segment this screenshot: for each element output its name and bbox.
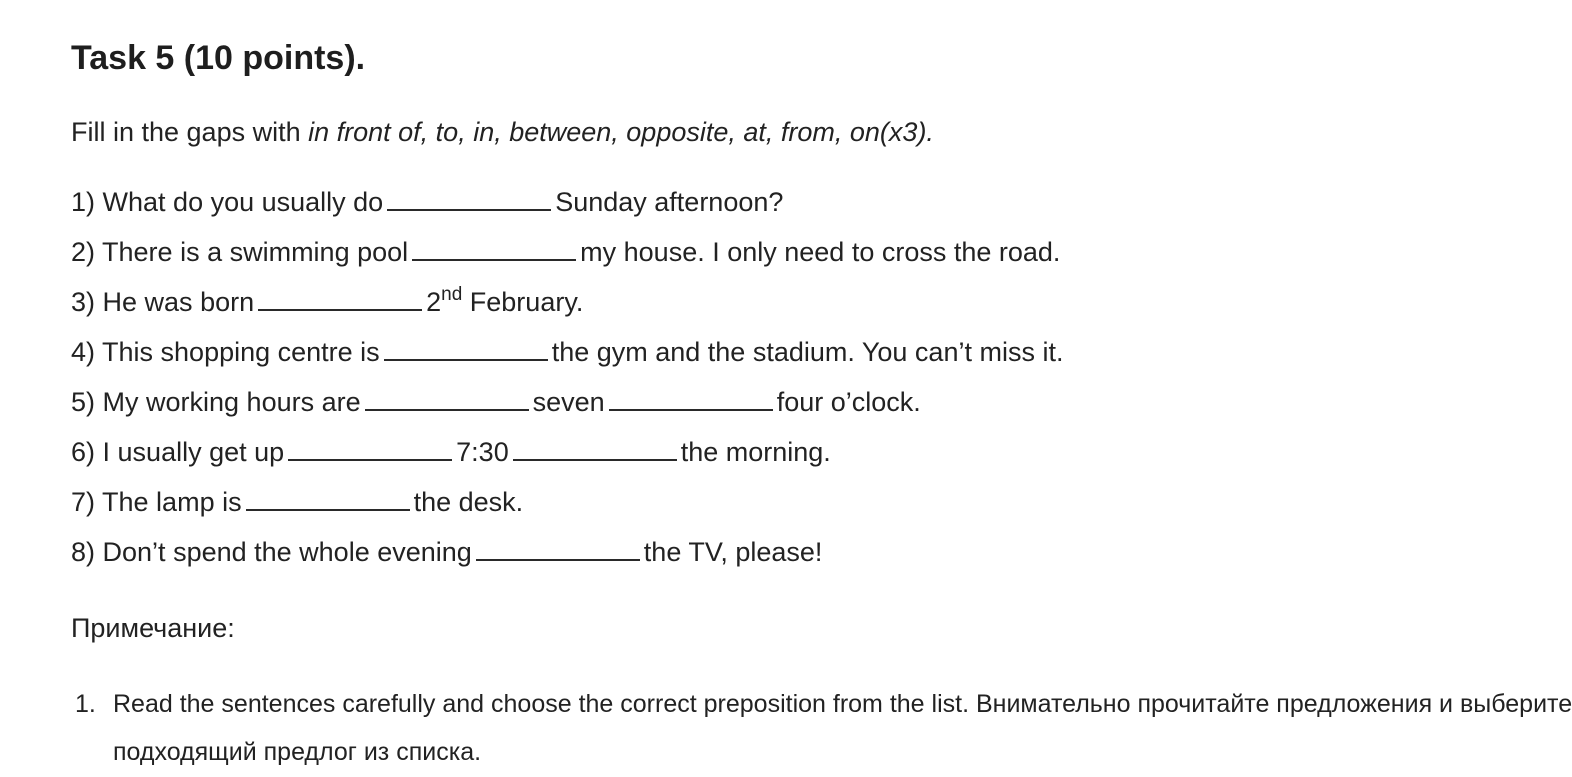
sentence-number: 2) — [71, 237, 96, 267]
sentence-text: seven — [532, 387, 605, 417]
sentence-text: I usually get up — [102, 437, 285, 467]
task-instruction — [71, 112, 934, 152]
sentence-number: 8) — [71, 537, 96, 567]
sentence-5 — [71, 382, 1063, 432]
task-title: Task 5 (10 points). — [71, 39, 366, 77]
sentence-number: 7) — [71, 487, 96, 517]
sentence-6 — [71, 432, 1063, 482]
sentence-number: 5) — [71, 387, 96, 417]
note-item-text-line-2: подходящий предлог из списка. — [113, 738, 482, 766]
sentence-text: the desk. — [413, 487, 524, 517]
gap-blank — [412, 237, 576, 261]
gap-blank — [609, 387, 773, 411]
sentence-2 — [71, 232, 1063, 282]
gap-blank — [365, 387, 529, 411]
sentence-text: My working hours are — [102, 387, 361, 417]
sentence-text: Don’t spend the whole evening — [102, 537, 472, 567]
note-item-1 — [71, 680, 1572, 776]
date-number: 2 — [426, 287, 442, 317]
sentence-number: 4) — [71, 337, 96, 367]
sentence-list — [71, 182, 1063, 582]
gap-blank — [476, 537, 640, 561]
gap-blank — [246, 487, 410, 511]
sentence-8 — [71, 532, 1063, 582]
note-list — [71, 680, 1572, 776]
sentence-text: four o’clock. — [776, 387, 921, 417]
sentence-text: This shopping centre is — [102, 337, 380, 367]
gap-blank — [513, 437, 677, 461]
task-page — [71, 0, 1572, 777]
sentence-number: 3) — [71, 287, 96, 317]
gap-blank — [288, 437, 452, 461]
sentence-text: the TV, please! — [643, 537, 823, 567]
gap-blank — [387, 187, 551, 211]
gap-blank — [384, 337, 548, 361]
sentence-text: February. — [462, 287, 584, 317]
instruction-prefix: Fill in the gaps with — [71, 117, 309, 147]
note-item-number: 1. — [75, 690, 96, 718]
note-heading-text: Примечание — [71, 613, 228, 643]
gap-blank — [258, 287, 422, 311]
sentence-text: There is a swimming pool — [102, 237, 409, 267]
sentence-text: He was born — [102, 287, 255, 317]
sentence-text: the gym and the stadium. You can’t miss it. — [551, 337, 1064, 367]
sentence-number: 6) — [71, 437, 96, 467]
note-item-text-line-1: Read the sentences carefully and choose the correct preposition from the list. Внимательно прочитайте предложения и выберите — [113, 690, 1572, 718]
instruction-word-list: in front of, to, in, between, opposite, at, from, on(x3). — [308, 117, 934, 147]
sentence-text: my house. I only need to cross the road. — [580, 237, 1061, 267]
sentence-3 — [71, 282, 1063, 332]
sentence-1 — [71, 182, 1063, 232]
sentence-text: The lamp is — [102, 487, 242, 517]
sentence-text: the morning. — [680, 437, 831, 467]
sentence-text: Sunday afternoon? — [555, 187, 784, 217]
sentence-number: 1) — [71, 187, 96, 217]
ordinal-suffix: nd — [441, 284, 463, 305]
sentence-text: What do you usually do — [102, 187, 384, 217]
sentence-text: 7:30 — [456, 437, 509, 467]
sentence-7 — [71, 482, 1063, 532]
sentence-4 — [71, 332, 1063, 382]
note-heading — [71, 608, 235, 648]
note-heading-colon: : — [227, 613, 235, 643]
